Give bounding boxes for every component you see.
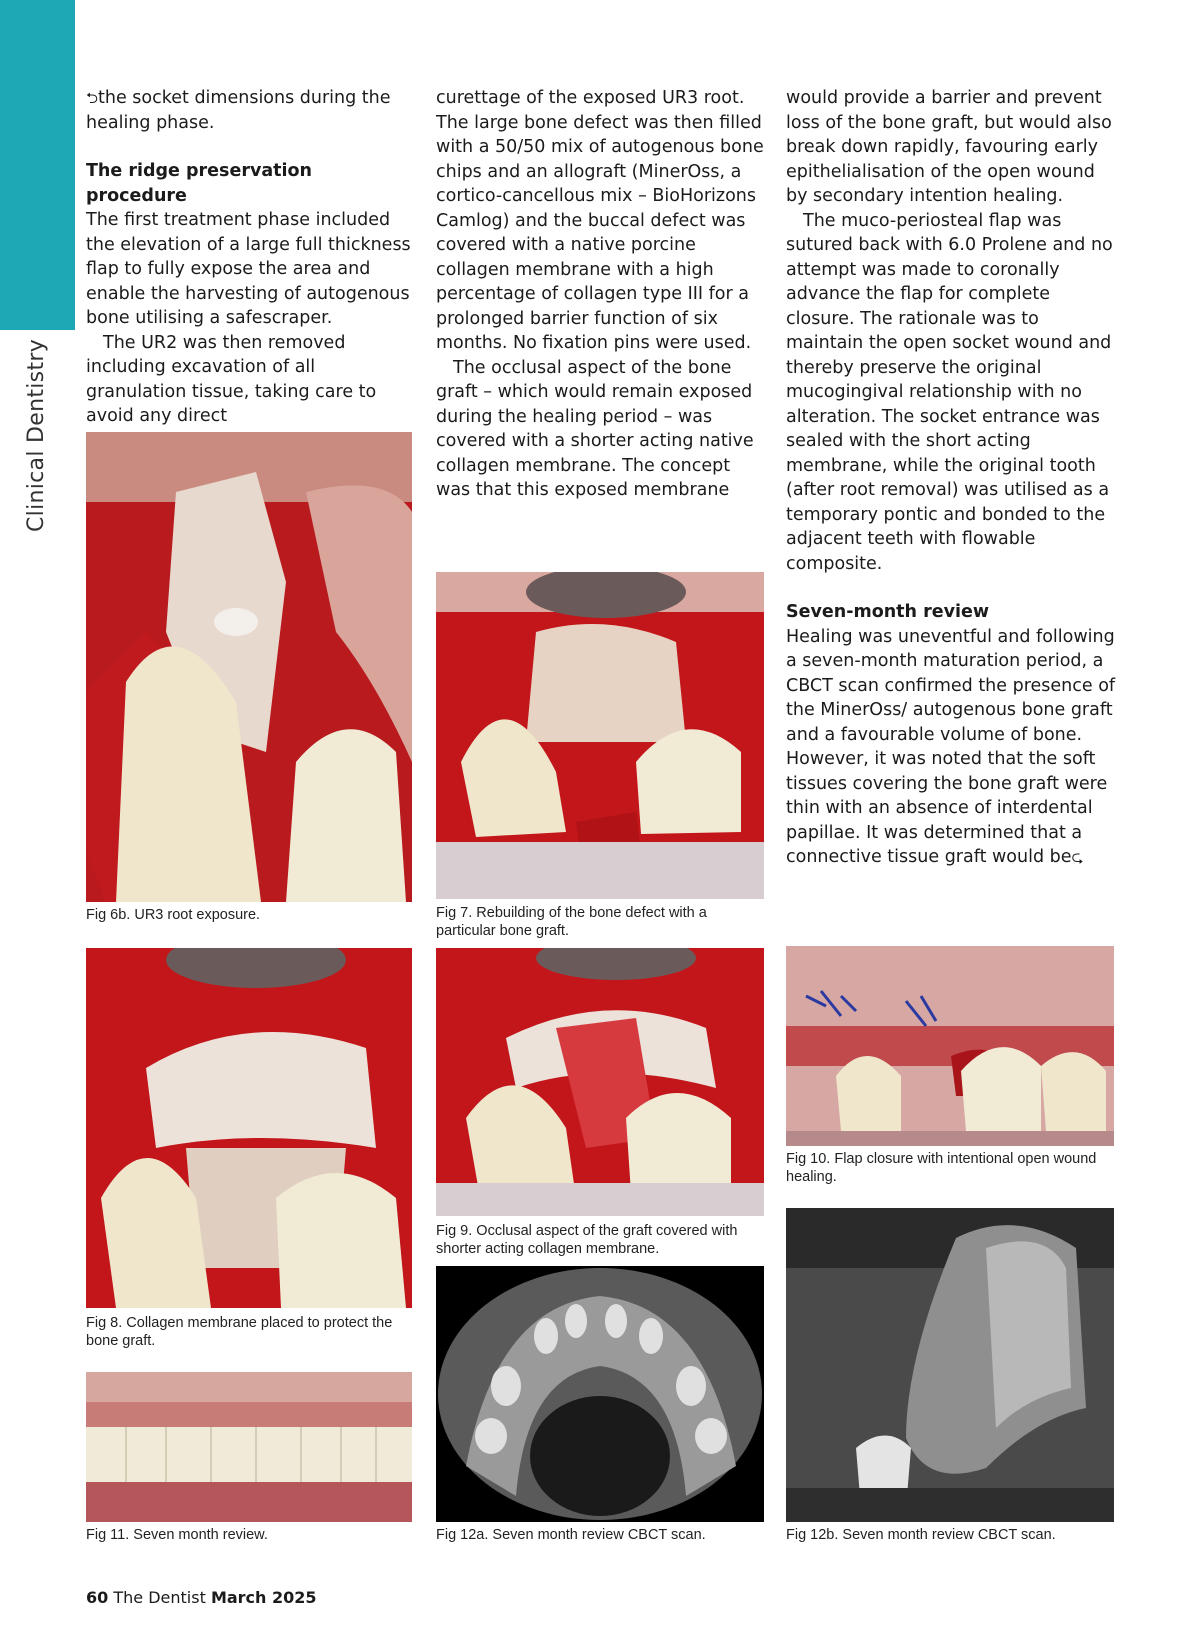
arrow-left-circle-icon: ⮌: [86, 89, 99, 107]
caption-fig-10: Fig 10. Flap closure with intentional open wound healing.: [786, 1151, 1097, 1185]
figure-9-photo: [436, 948, 764, 1216]
figure-12b-cbct: [786, 1208, 1114, 1522]
figure-6b-photo: [86, 432, 412, 902]
col3-paragraph-3: Healing was uneventful and following a seven-month maturation period, a CBCT scan confirmed the presence of the MinerOss/ autogenous bone graft and a favourable volume of bone. However, it was noted that the soft tissues covering the bone graft were thin with an absence of interdental papillae. It was determined that a connective tissue graft would be⮎: [786, 625, 1116, 870]
publication-name: The Dentist: [113, 1588, 206, 1607]
text-column-3: [786, 86, 1116, 870]
col1-paragraph-3: The UR2 was then removed including excavation of all granulation tissue, taking care to avoid any direct: [86, 332, 377, 426]
page-number: 60: [86, 1588, 109, 1607]
caption-fig-12a: Fig 12a. Seven month review CBCT scan.: [436, 1527, 706, 1543]
figure-10-photo: [786, 946, 1114, 1146]
section-label: [24, 338, 50, 532]
figure-7-photo: [436, 572, 764, 899]
col1-paragraph-2: The first treatment phase included the elevation of a large full thickness flap to fully expose the area and enable the harvesting of autogenous bone utilising a safescraper.: [86, 210, 411, 328]
caption-fig-6b: Fig 6b. UR3 root exposure.: [86, 907, 261, 923]
section-label-text: Clinical Dentistry: [24, 338, 49, 532]
figure-11-photo: [86, 1372, 412, 1522]
col2-paragraph-2: The occlusal aspect of the bone graft – which would remain exposed during the healing period – was covered with a shorter acting native collagen membrane. The concept was that this exposed membrane: [436, 357, 754, 500]
text-column-2: [436, 86, 766, 503]
issue-date: March 2025: [210, 1588, 317, 1607]
col1-paragraph-1: ⮌the socket dimensions during the healing phase.: [86, 88, 391, 133]
col3-paragraph-1: would provide a barrier and prevent loss of the bone graft, but would also break down rapidly, favouring early epithelialisation of the open wound by secondary intention healing.: [786, 88, 1112, 206]
col2-paragraph-1: curettage of the exposed UR3 root. The large bone defect was then filled with a 50/50 mix of autogenous bone chips and an allograft (MinerOss, a cortico-cancellous mix – BioHorizons Camlog) and the buccal defect was covered with a native porcine collagen membrane with a high percentage of collagen type III for a prolonged barrier function of six months. No fixation pins were used.: [436, 88, 764, 353]
caption-fig-7: Fig 7. Rebuilding of the bone defect with a particular bone graft.: [436, 905, 707, 939]
caption-fig-8: Fig 8. Collagen membrane placed to protect the bone graft.: [86, 1315, 393, 1349]
caption-fig-11: Fig 11. Seven month review.: [86, 1527, 268, 1543]
section-accent-bar: [0, 0, 75, 330]
col3-paragraph-2: The muco-periosteal flap was sutured back with 6.0 Prolene and no attempt was made to coronally advance the flap for complete closure. The rationale was to maintain the open socket wound and thereby preserve the original mucogingival relationship with no alteration. The socket entrance was sealed with the short acting membrane, while the original tooth (after root removal) was utilised as a temporary pontic and bonded to the adjacent teeth with flowable composite.: [786, 210, 1113, 574]
caption-fig-9: Fig 9. Occlusal aspect of the graft covered with shorter acting collagen membrane.: [436, 1223, 738, 1257]
page-footer: [86, 1588, 317, 1607]
col3-heading: Seven-month review: [786, 602, 990, 622]
arrow-right-circle-icon: ⮎: [1071, 848, 1084, 866]
caption-fig-12b: Fig 12b. Seven month review CBCT scan.: [786, 1527, 1056, 1543]
figure-12a-cbct: [436, 1266, 764, 1522]
text-column-1: [86, 86, 416, 429]
figure-8-photo: [86, 948, 412, 1308]
col1-heading: The ridge preservation procedure: [86, 161, 313, 206]
